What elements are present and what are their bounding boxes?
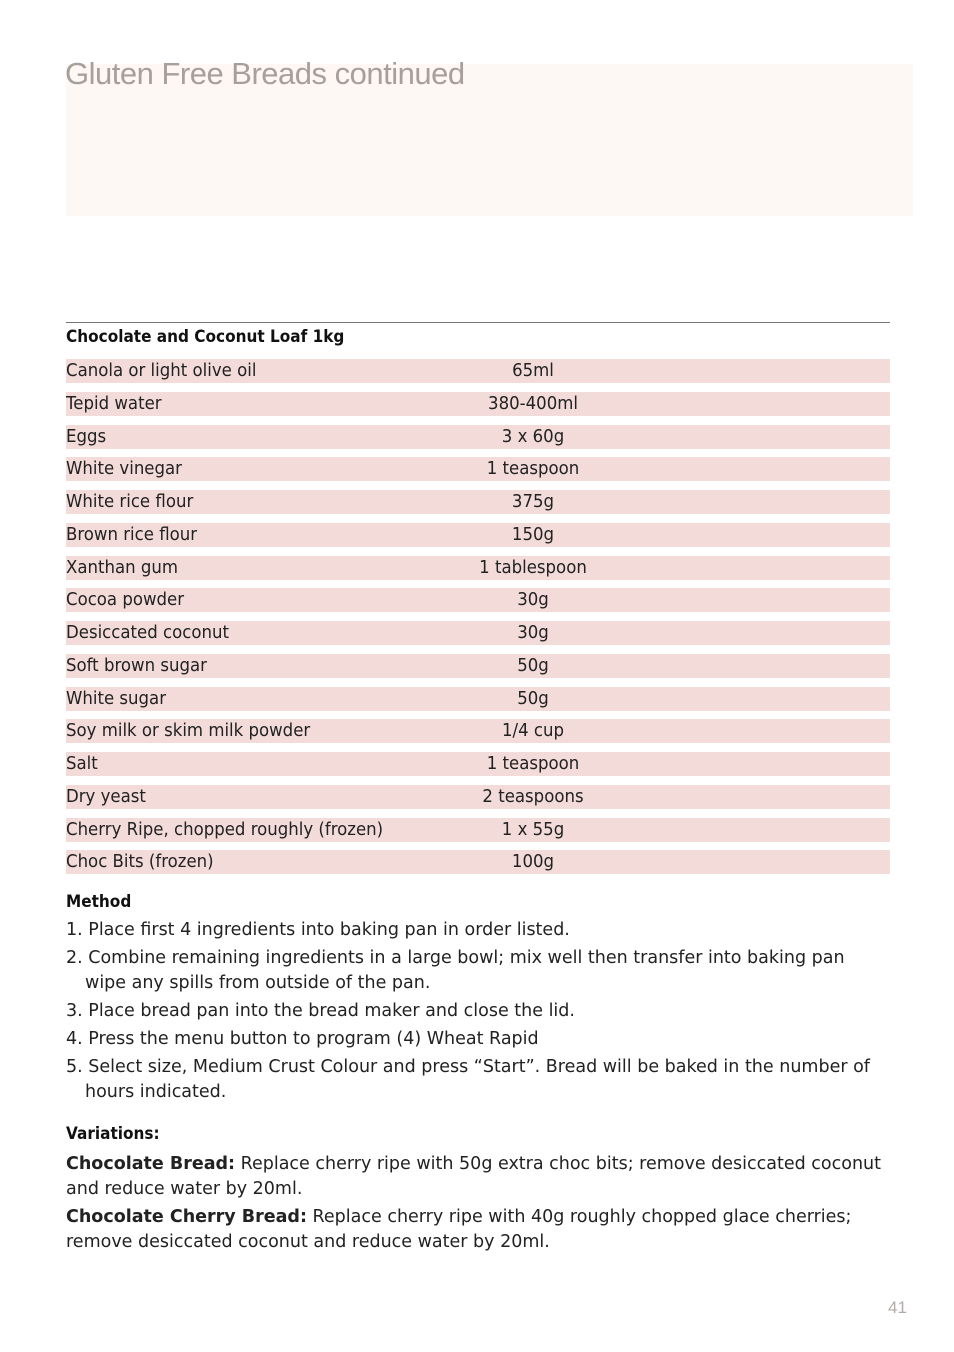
ingredient-row [66,752,890,776]
method-step: 4. Press the menu button to program (4) Wheat Rapid [66,1029,539,1049]
ingredient-row [66,588,890,612]
ingredient-quantity: 1/4 cup [501,720,565,742]
ingredient-quantity: 3 x 60g [501,425,565,447]
ingredient-quantity: 100g [511,851,555,873]
ingredient-quantity: 50g [517,654,549,676]
variation-chocolate-bread [66,1152,890,1202]
ingredient-quantity: 30g [517,622,549,643]
recipe-title: Chocolate and Coconut Loaf 1kg [66,327,345,347]
ingredient-name: White sugar [66,687,167,709]
variation-label: Chocolate Cherry Bread: [66,1207,307,1227]
ingredient-quantity: 375g [511,491,555,512]
ingredient-row [66,818,890,842]
ingredient-row [66,719,890,743]
page-number: 41 [888,1298,907,1317]
variation-text: Replace cherry ripe with 40g roughly chopped glace cherries; remove desiccated coconut and reduce water by 20ml. [66,1207,852,1252]
ingredient-quantity: 1 teaspoon [486,458,580,480]
variation-label: Chocolate Bread: [66,1154,236,1174]
ingredient-name: Salt [66,753,98,774]
ingredient-name: Tepid water [66,392,162,414]
ingredient-name: Dry yeast [66,785,146,807]
method-step: 2. Combine remaining ingredients in a large bowl; mix well then transfer into baking pan wipe any spills from outside of the pan. [66,948,845,993]
ingredient-name: Canola or light olive oil [66,360,257,381]
ingredient-name: White vinegar [66,458,182,480]
ingredient-name: Xanthan gum [66,556,179,578]
method-step: 3. Place bread pan into the bread maker and close the lid. [66,1001,575,1021]
ingredient-name: Choc Bits (frozen) [66,851,214,873]
ingredient-row [66,687,890,711]
ingredient-quantity: 150g [511,523,555,545]
ingredient-quantity: 30g [517,589,549,611]
ingredient-row [66,457,890,481]
ingredient-row [66,621,890,645]
ingredient-row [66,654,890,678]
page-title: Gluten Free Breads continued [65,56,465,91]
ingredient-row [66,359,890,383]
ingredients-table [66,359,890,883]
ingredient-row [66,523,890,547]
ingredient-row [66,556,890,580]
ingredient-quantity: 50g [517,687,549,709]
variation-chocolate-cherry-bread [66,1205,890,1255]
ingredient-row [66,785,890,809]
ingredient-name: White rice flour [66,491,194,512]
section-divider [66,322,890,323]
method-heading: Method [66,892,132,912]
method-step: 5. Select size, Medium Crust Colour and press “Start”. Bread will be baked in the number of hours indicated. [66,1057,870,1102]
ingredient-quantity: 1 x 55g [501,818,565,840]
ingredient-name: Eggs [66,425,107,447]
ingredient-row [66,392,890,416]
ingredient-row [66,490,890,514]
ingredient-row [66,425,890,449]
variations-heading: Variations: [66,1124,160,1144]
method-step: 1. Place first 4 ingredients into baking pan in order listed. [66,920,570,940]
method-steps [66,918,890,1108]
ingredient-name: Brown rice flour [66,523,198,545]
ingredient-name: Cherry Ripe, chopped roughly (frozen) [66,818,384,840]
ingredient-name: Soy milk or skim milk powder [66,720,311,742]
ingredient-quantity: 380-400ml [488,392,578,414]
ingredient-name: Soft brown sugar [66,654,207,676]
ingredient-quantity: 65ml [512,360,554,381]
ingredient-name: Cocoa powder [66,589,185,611]
ingredient-row [66,850,890,874]
variation-text: Replace cherry ripe with 50g extra choc bits; remove desiccated coconut and reduce water by 20ml. [66,1154,881,1199]
ingredient-quantity: 1 tablespoon [479,556,587,578]
ingredient-quantity: 2 teaspoons [482,785,584,807]
ingredient-name: Desiccated coconut [66,622,229,643]
ingredient-quantity: 1 teaspoon [486,753,580,774]
